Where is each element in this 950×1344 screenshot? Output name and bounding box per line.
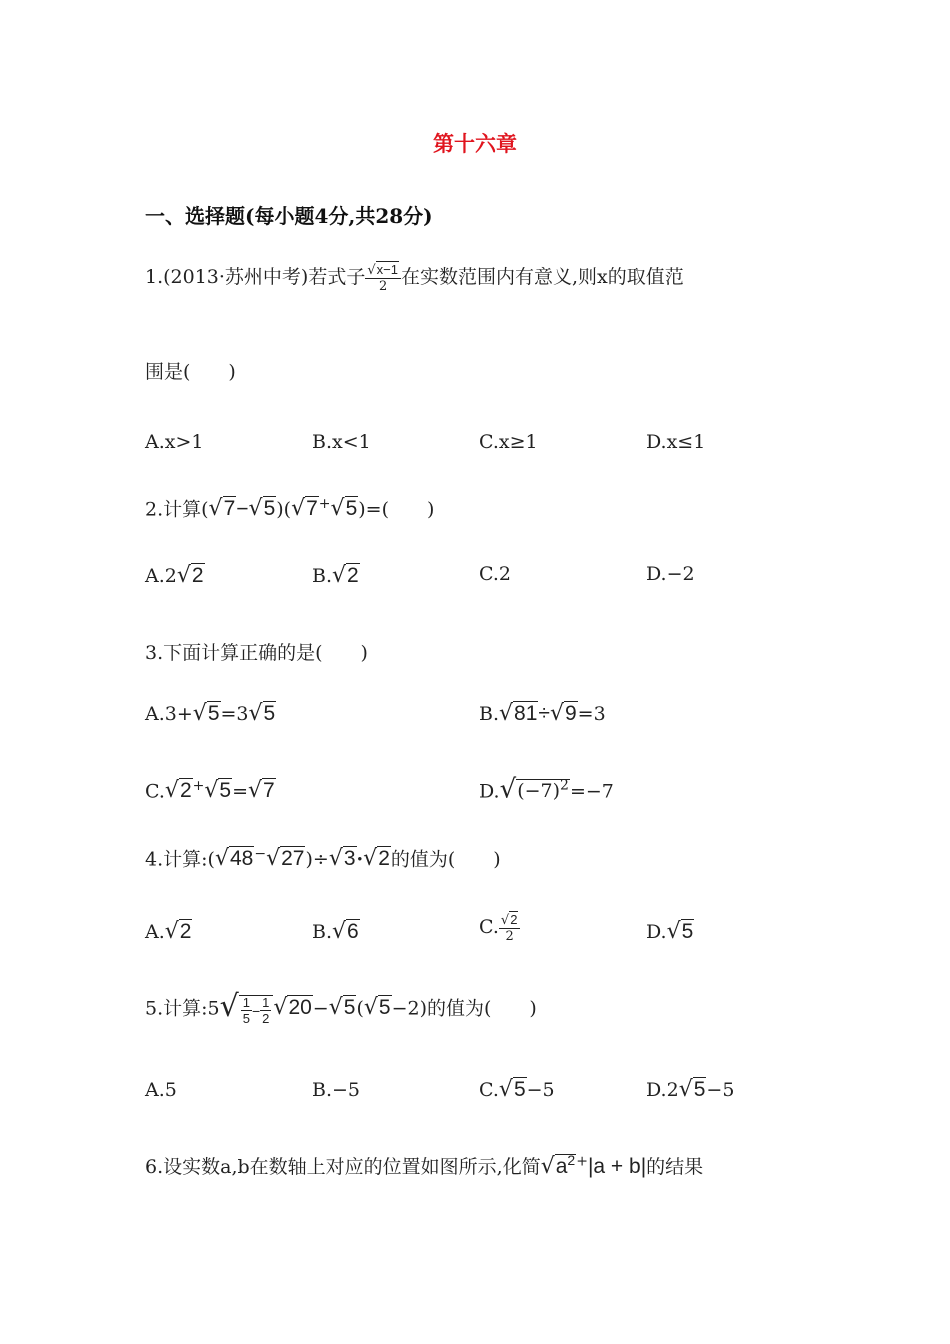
q5-option-b[interactable]: B.−5 [312, 1079, 361, 1101]
q5-fraction-1-numerator: 1 [242, 994, 250, 1010]
q4-dot: · [356, 848, 364, 871]
q2-a-radicand: 2 [191, 564, 204, 587]
q2-radicand-1: 7 [223, 497, 236, 521]
q5-c-label: C. [479, 1079, 499, 1101]
q6-absolute-value: |a + b| [587, 1155, 647, 1178]
question-1-continuation: 围是( ) [145, 361, 236, 383]
q1-option-b[interactable]: B.x<1 [312, 431, 371, 453]
q5-option-d[interactable]: D.2√5−5 [646, 1077, 735, 1102]
q5-minus: − [312, 997, 329, 1020]
q3-c-radicand-1: 2 [179, 779, 192, 803]
section-heading: 一、选择题(每小题4分,共28分) [145, 204, 433, 228]
q3-c-radicand-2: 5 [219, 779, 232, 803]
q3-d-suffix: =−7 [569, 780, 614, 803]
q4-option-c[interactable] [479, 912, 520, 944]
q1-option-d[interactable]: D.x≤1 [646, 431, 706, 453]
q5-open-paren: ( [356, 997, 364, 1020]
q2-option-b[interactable]: B.√2 [312, 563, 359, 588]
q5-fraction-2-numerator: 1 [262, 994, 270, 1010]
q1-suffix: 在实数范围内有意义,则x的取值范 [400, 266, 684, 288]
q5-fraction-2-denominator: 2 [262, 1010, 270, 1026]
q4-prefix: 4.计算:( [145, 848, 215, 871]
q6-plus: + [576, 1153, 588, 1170]
q3-option-c[interactable]: C.√2+√5=√7 [145, 778, 275, 804]
q2-option-a[interactable]: A.2√2 [145, 563, 204, 588]
q4-d-radicand: 5 [681, 920, 694, 943]
q5-option-c[interactable]: C.√5−5 [479, 1077, 555, 1102]
q3-d-exponent: 2 [560, 778, 569, 794]
question-1-stem [145, 262, 684, 294]
q1-option-a[interactable]: A.x>1 [145, 431, 204, 453]
q4-a-radicand: 2 [179, 920, 192, 943]
q4-b-radicand: 6 [347, 920, 359, 943]
q6-exponent: 2 [567, 1152, 576, 1168]
q5-d-suffix: −5 [706, 1079, 735, 1101]
q2-option-d[interactable]: D.−2 [646, 563, 695, 585]
q1-fraction-denominator: 2 [379, 279, 388, 294]
q4-c-label: C. [479, 916, 499, 938]
question-2-stem: 2.计算(√7−√5)(√7+√5)=( ) [145, 496, 435, 522]
q4-option-a[interactable]: A.√2 [145, 919, 192, 944]
q6-suffix: 的结果 [646, 1156, 704, 1178]
q4-c-denominator: 2 [505, 929, 514, 944]
q3-c-equals: = [232, 780, 248, 803]
q1-prefix: 1.(2013·苏州中考)若式子 [145, 266, 366, 288]
q3-b-divide: ÷ [538, 702, 550, 725]
q2-radicand-4: 5 [345, 497, 358, 521]
q2-radicand-2: 5 [263, 497, 276, 521]
q2-radicand-3: 7 [306, 497, 318, 521]
q5-prefix: 5.计算:5 [145, 997, 220, 1020]
q4-divide: )÷ [305, 848, 329, 871]
q2-b-label: B. [312, 565, 333, 587]
q2-a-label: A.2 [145, 565, 177, 587]
q2-b-radicand: 2 [347, 564, 359, 587]
q2-prefix: 2.计算( [145, 498, 209, 521]
q4-a-label: A. [145, 921, 165, 943]
q3-a-radicand-2: 5 [263, 702, 276, 725]
q4-c-fraction: $\frac{√2}{2}$ [499, 912, 521, 944]
q5-d-radicand: 5 [693, 1078, 706, 1101]
q3-b-radicand-2: 9 [564, 702, 577, 725]
q4-d-label: D. [646, 921, 667, 943]
page-title: 第十六章 [433, 131, 517, 156]
q5-option-a[interactable]: A.5 [145, 1079, 177, 1101]
q5-c-radicand: 5 [513, 1078, 526, 1101]
q6-prefix: 6.设实数a,b在数轴上对应的位置如图所示,化简 [145, 1156, 541, 1178]
question-3-stem: 3.下面计算正确的是( ) [145, 642, 368, 664]
question-5-stem: 5.计算:5√ $\frac{1}{5}$ − $\frac{1}{2}$ √20−√5(√5−2)的值为( ) [145, 989, 537, 1026]
q4-radicand-4: 2 [378, 847, 390, 871]
q5-fraction-1-denominator: 5 [242, 1010, 250, 1026]
q3-d-label: D. [479, 780, 500, 803]
q3-a-radicand-1: 5 [207, 702, 220, 725]
q2-paren-mid: )( [276, 498, 292, 521]
q5-radicand-5b: 5 [378, 996, 391, 1020]
q3-b-radicand-1: 81 [514, 702, 538, 725]
q4-b-label: B. [312, 921, 333, 943]
q3-c-radicand-3: 7 [263, 779, 275, 803]
q2-plus: + [318, 496, 331, 512]
q4-option-b[interactable]: B.√6 [312, 919, 359, 944]
q4-radicand-2: 27 [281, 847, 305, 871]
q4-suffix: 的值为( ) [390, 848, 501, 871]
q2-option-c[interactable]: C.2 [479, 563, 511, 585]
question-4-stem: 4.计算:(√48−√27)÷√3·√2的值为( ) [145, 846, 501, 872]
q4-option-d[interactable]: D.√5 [646, 919, 694, 944]
q6-radicand: a [555, 1155, 568, 1178]
q1-fraction-radicand: x−1 [376, 262, 398, 277]
q3-a-label: A.3+ [145, 703, 193, 725]
q2-suffix: )=( ) [358, 498, 435, 521]
q2-minus: − [236, 497, 249, 521]
q5-d-label: D.2 [646, 1079, 679, 1101]
q5-c-suffix: −5 [526, 1079, 555, 1101]
q5-suffix: −2)的值为( ) [391, 997, 537, 1020]
q4-minus: − [254, 846, 267, 862]
q1-fraction: $\frac{√x-1}{2}$ [365, 262, 401, 294]
q1-option-c[interactable]: C.x≥1 [479, 431, 538, 453]
q3-b-label: B. [479, 703, 500, 725]
q5-radicand-20: 20 [288, 996, 312, 1020]
q4-c-numerator: 2 [510, 912, 518, 927]
question-6-stem: 6.设实数a,b在数轴上对应的位置如图所示,化简$√a^{2+}|a + b|$的结果 [145, 1152, 704, 1179]
q3-b-suffix: =3 [577, 703, 606, 725]
q3-d-radicand: (−7) [517, 780, 561, 803]
q5-radicand-5a: 5 [343, 996, 356, 1020]
q3-c-plus: + [192, 778, 205, 794]
q3-a-mid: =3 [220, 703, 249, 725]
q3-option-b[interactable]: B.√81÷√9=3 [479, 701, 606, 726]
q4-radicand-3: 3 [343, 847, 356, 871]
q3-option-d[interactable]: $D.√(-7)^2=-7$ [479, 774, 614, 805]
q4-radicand-1: 48 [229, 847, 254, 871]
q3-c-label: C. [145, 780, 165, 803]
q3-option-a[interactable]: A.3+√5=3√5 [145, 701, 276, 726]
